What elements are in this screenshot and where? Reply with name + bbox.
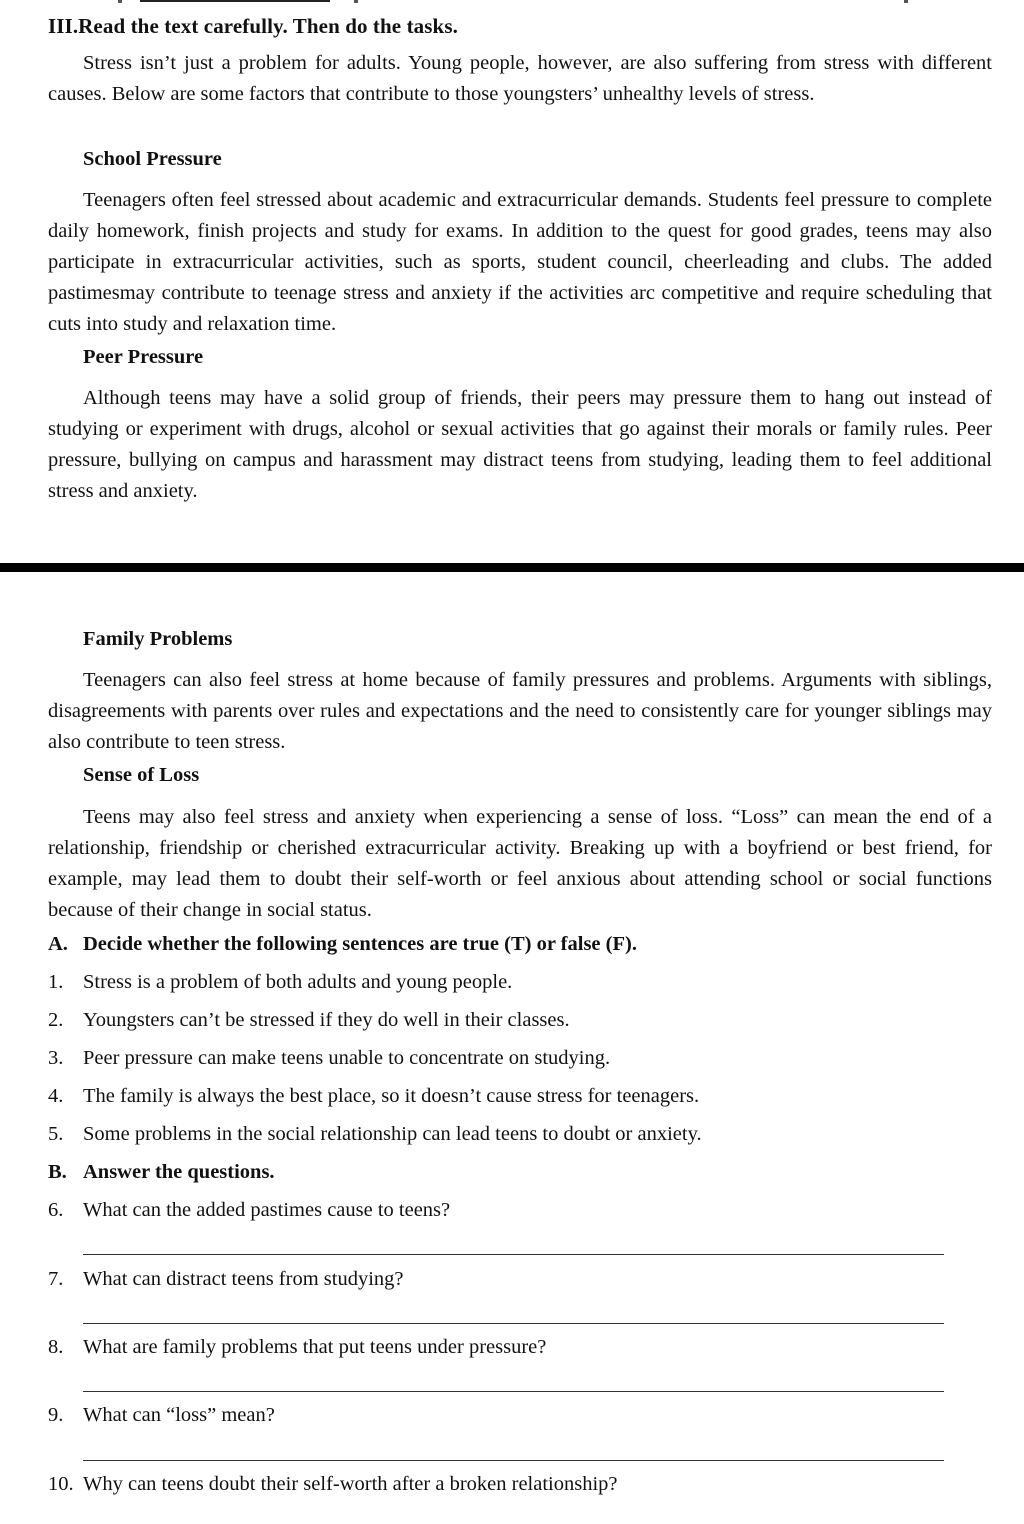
item-text: Stress is a problem of both adults and young people. [83,971,513,993]
subheading-school-pressure: School Pressure [83,148,222,170]
tf-statement [48,1009,570,1032]
item-text: What can distract teens from studying? [83,1268,404,1290]
task-a-letter: A. [48,933,68,955]
sense-of-loss-paragraph: Teens may also feel stress and anxiety when experiencing a sense of loss. “Loss” can mean the end of a relationship, friendship or cherished extracurricular activity. Breaking up with a boyfriend or best friend, for example, may lead them to doubt their self-worth or feel anxious about attending school or social functions because of their change in social status. [48,806,992,921]
task-b-heading [48,1161,275,1184]
subheading-sense-of-loss: Sense of Loss [83,764,200,786]
item-text: What can “loss” mean? [83,1404,275,1426]
family-problems-paragraph: Teenagers can also feel stress at home because of family pressures and problems. Arguments with siblings, disagreements with parents over rules and expectations and the need to consistently care for younger siblings may also contribute to teen stress. [48,669,992,753]
previous-line-tick [904,0,908,3]
answer-line[interactable] [83,1323,944,1324]
item-text: Youngsters can’t be stressed if they do well in their classes. [83,1009,570,1031]
item-number: 5. [48,1123,64,1145]
school-pressure-paragraph: Teenagers often feel stressed about academic and extracurricular demands. Students feel pressure to complete daily homework, finish projects and study for exams. In addition to the quest for good grades, teens may also participate in extracurricular activities, such as sports, student council, cheerleading and clubs. The added pastimesmay contribute to teenage stress and anxiety if the activities arc competitive and require scheduling that cuts into study and relaxation time. [48,189,992,335]
tf-statement [48,1123,702,1146]
item-text: What are family problems that put teens under pressure? [83,1336,547,1358]
subheading-peer-pressure: Peer Pressure [83,346,204,368]
item-number: 3. [48,1047,64,1069]
item-number: 2. [48,1009,64,1031]
tf-statement [48,1085,699,1108]
item-text: Peer pressure can make teens unable to concentrate on studying. [83,1047,611,1069]
item-number: 9. [48,1404,64,1426]
answer-line[interactable] [83,1254,944,1255]
question [48,1404,275,1427]
item-number: 6. [48,1199,64,1221]
peer-pressure-paragraph: Although teens may have a solid group of friends, their peers may pressure them to hang out instead of studying or experiment with drugs, alcohol or sexual activities that go against their morals or family rules. Peer pressure, bullying on campus and harassment may distract teens from studying, leading them to feel additional stress and anxiety. [48,387,992,502]
answer-line[interactable] [83,1391,944,1392]
item-number: 10. [48,1473,74,1495]
exercise-heading: III.Read the text carefully. Then do the tasks. [48,14,458,38]
previous-line-tick [118,0,122,3]
item-number: 7. [48,1268,64,1290]
tf-statement [48,971,512,994]
question [48,1199,450,1222]
page-divider [0,563,1024,572]
question [48,1473,618,1496]
tf-statement [48,1047,610,1070]
task-a-instruction: Decide whether the following sentences are true (T) or false (F). [83,933,637,955]
item-number: 4. [48,1085,64,1107]
previous-line-tick [354,0,358,3]
task-b-instruction: Answer the questions. [83,1161,275,1183]
question [48,1336,546,1359]
intro-paragraph: Stress isn’t just a problem for adults. Young people, however, are also suffering from stress with different causes. Below are some factors that contribute to those youngsters’ unhealthy levels of stress. [48,52,992,105]
subheading-family-problems: Family Problems [83,628,233,650]
answer-line[interactable] [83,1460,944,1461]
item-text: Some problems in the social relationship can lead teens to doubt or anxiety. [83,1123,702,1145]
item-number: 8. [48,1336,64,1358]
item-text: What can the added pastimes cause to teens? [83,1199,451,1221]
task-b-letter: B. [48,1161,67,1183]
previous-answer-line-fragment [140,0,330,2]
item-number: 1. [48,971,64,993]
item-text: The family is always the best place, so it doesn’t cause stress for teenagers. [83,1085,700,1107]
question [48,1268,404,1291]
item-text: Why can teens doubt their self-worth after a broken relationship? [83,1473,618,1495]
task-a-heading [48,933,637,956]
